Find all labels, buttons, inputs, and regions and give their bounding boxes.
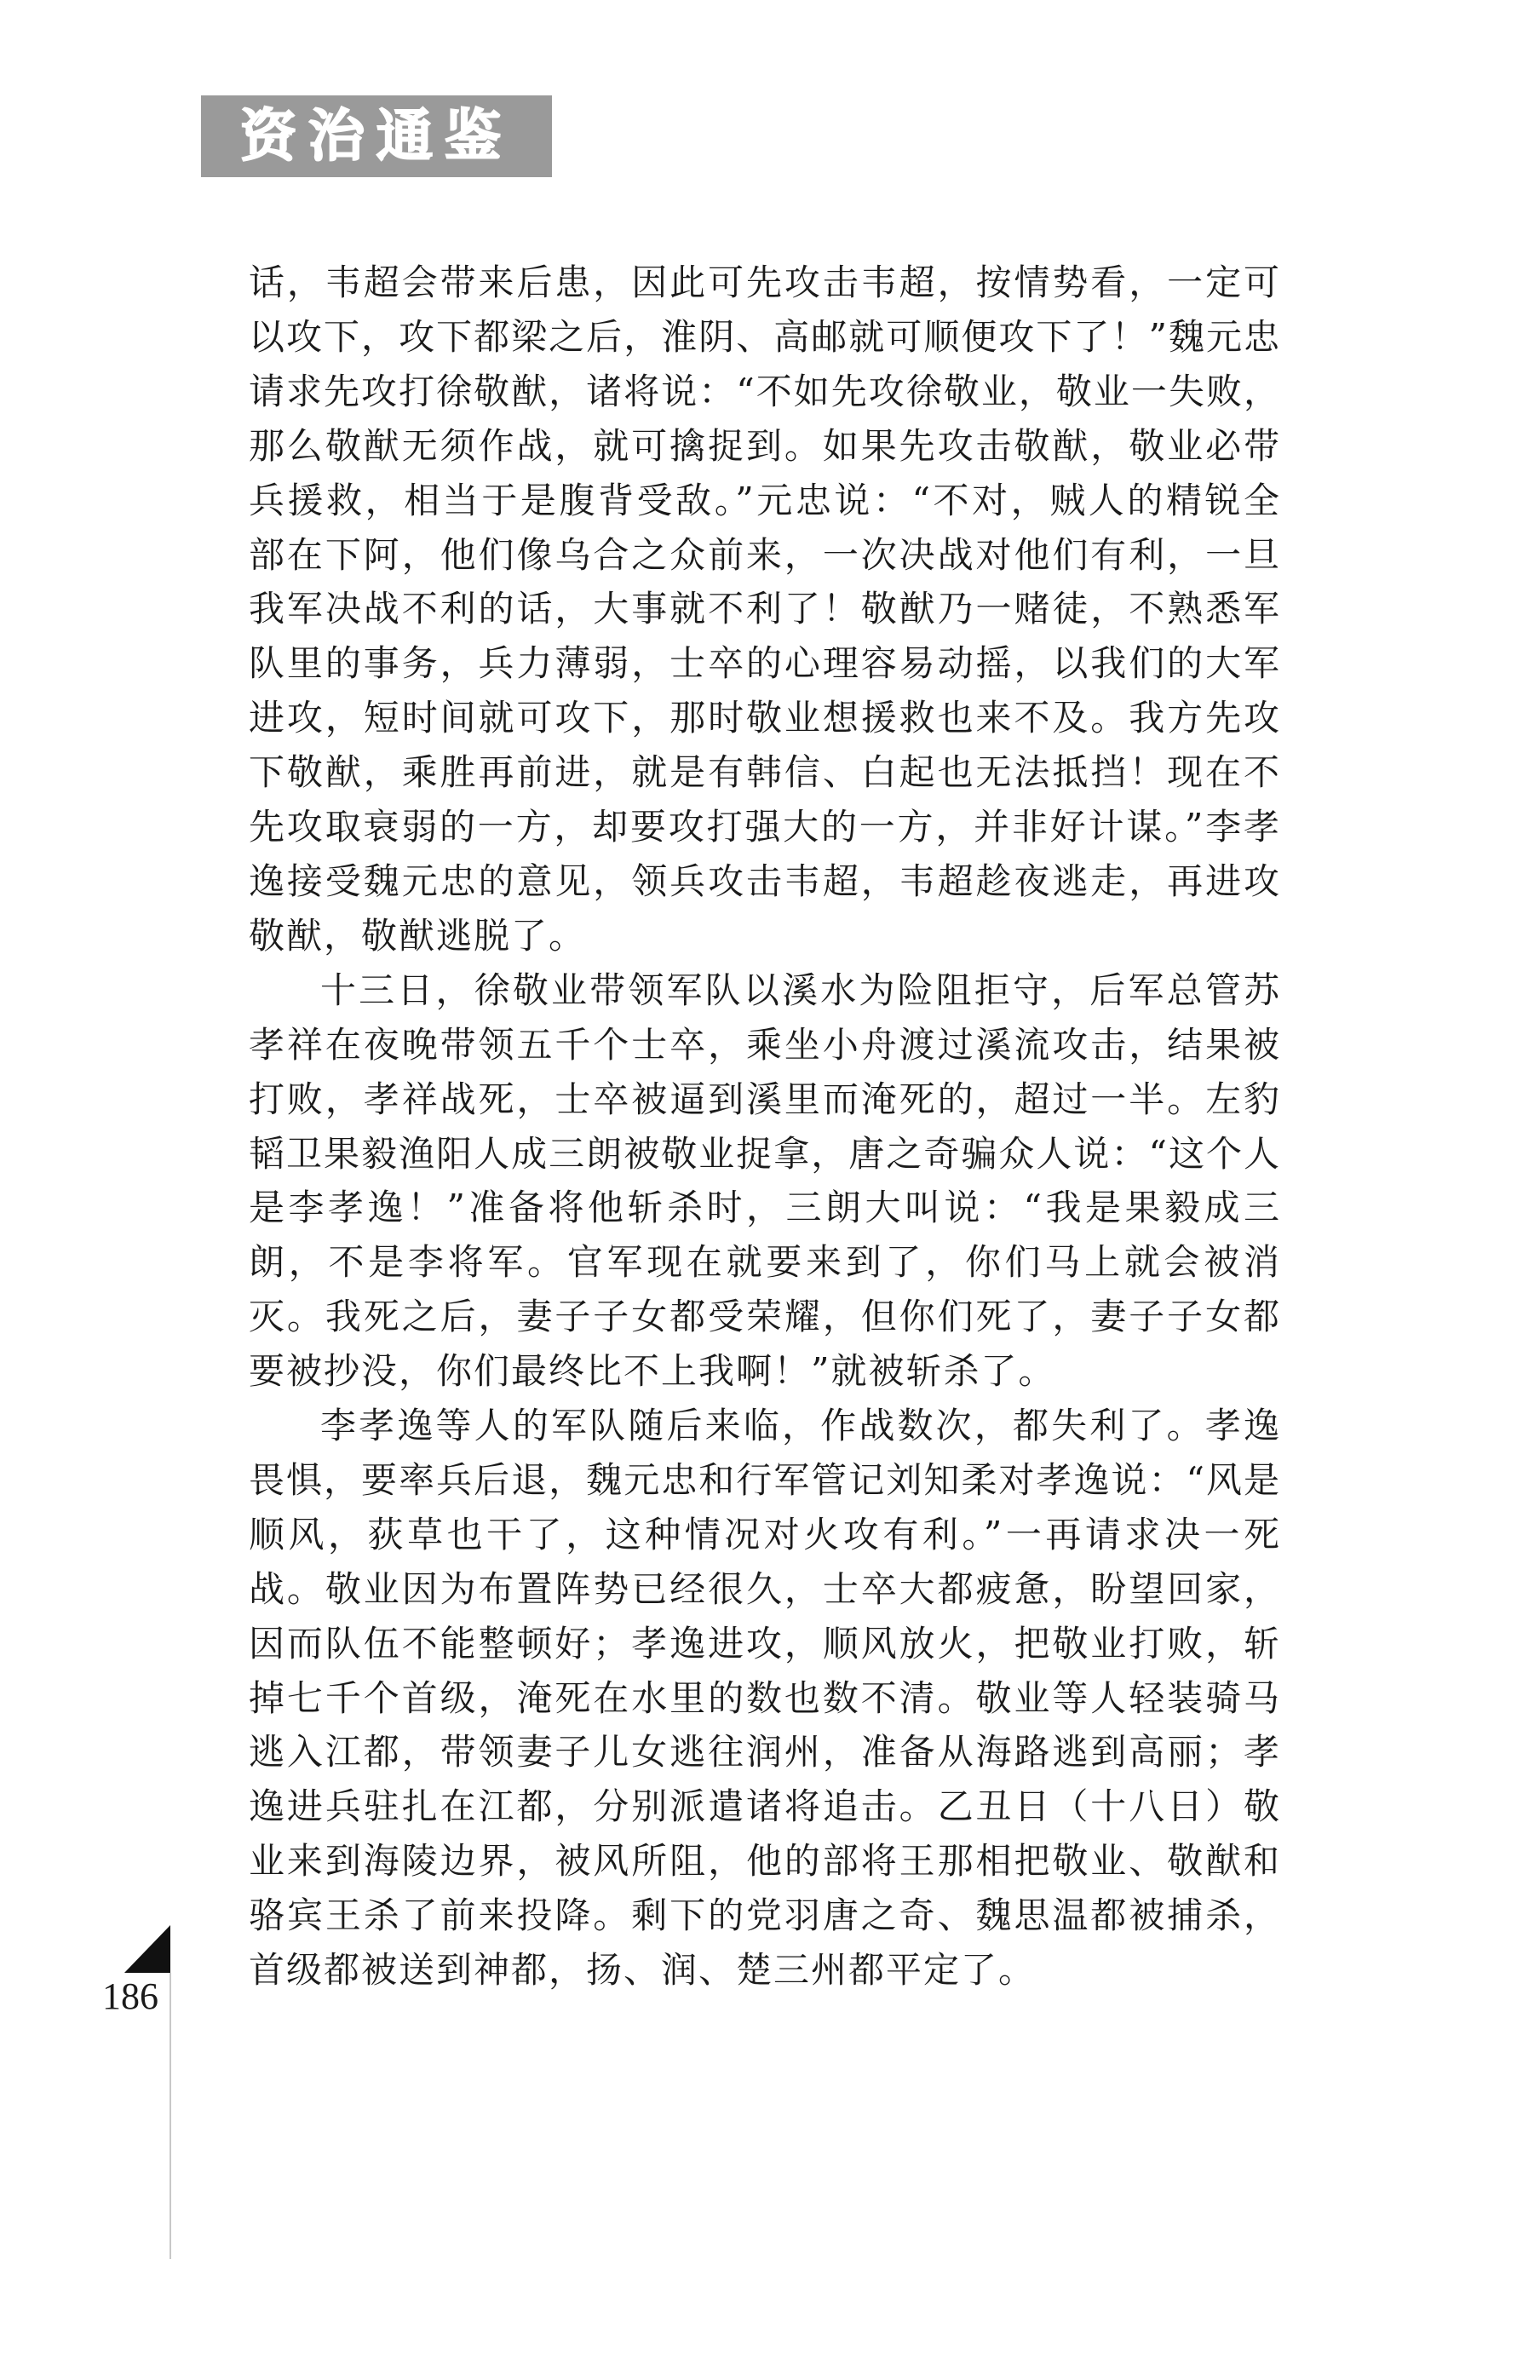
paragraph: 十三日，徐敬业带领军队以溪水为险阻拒守，后军总管苏孝祥在夜晚带领五千个士卒，乘坐小舟渡过溪流攻击，结果被打败，孝祥战死，士卒被逼到溪里而淹死的，超过一半。左豹韬卫果毅渔阳人成三朗被敬业捉拿，唐之奇骗众人说：“这个人是李孝逸！”准备将他斩杀时，三朗大叫说：“我是果毅成三朗，不是李将军。官军现在就要来到了，你们马上就会被消灭。我死之后，妻子子女都受荣耀，但你们死了，妻子子女都要被抄没，你们最终比不上我啊！”就被斩杀了。 [249, 969, 1281, 1393]
book-title-banner [201, 95, 552, 177]
paragraph-continued: 话，韦超会带来后患，因此可先攻击韦超，按情势看，一定可以攻下，攻下都梁之后，淮阴、高邮就可顺便攻下了！”魏元忠请求先攻打徐敬猷，诸将说：“不如先攻徐敬业，敬业一失败，那么敬猷无须作战，就可擒捉到。如果先攻击敬猷，敬业必带兵援救，相当于是腹背受敌。”元忠说：“不对，贼人的精锐全部在下阿，他们像乌合之众前来，一次决战对他们有利，一旦我军决战不利的话，大事就不利了！敬猷乃一赌徒，不熟悉军队里的事务，兵力薄弱，士卒的心理容易动摇，以我们的大军进攻，短时间就可攻下，那时敬业想援救也来不及。我方先攻下敬猷，乘胜再前进，就是有韩信、白起也无法抵挡！现在不先攻取衰弱的一方，却要攻打强大的一方，并非好计谋。”李孝逸接受魏元忠的意见，领兵攻击韦超，韦超趁夜逃走，再进攻敬猷，敬猷逃脱了。 [249, 262, 1281, 957]
paragraph: 李孝逸等人的军队随后来临，作战数次，都失利了。孝逸畏惧，要率兵后退，魏元忠和行军管记刘知柔对孝逸说：“风是顺风，荻草也干了，这种情况对火攻有利。”一再请求决一死战。敬业因为布置阵势已经很久，士卒大都疲惫，盼望回家，因而队伍不能整顿好；孝逸进攻，顺风放火，把敬业打败，斩掉七千个首级，淹死在水里的数也数不清。敬业等人轻装骑马逃入江都，带领妻子儿女逃往润州，准备从海路逃到高丽；孝逸进兵驻扎在江都，分别派遣诸将追击。乙丑日（十八日）敬业来到海陵边界，被风所阻，他的部将王那相把敬业、敬猷和骆宾王杀了前来投降。剩下的党羽唐之奇、魏思温都被捕杀，首级都被送到神都，扬、润、楚三州都平定了。 [249, 1405, 1281, 1992]
page-corner-triangle-icon [124, 1925, 170, 1973]
book-title: 资治通鉴 [240, 103, 513, 169]
body-text [249, 256, 1281, 1998]
margin-rule [170, 1973, 171, 2259]
page-number: 186 [102, 1975, 158, 2017]
